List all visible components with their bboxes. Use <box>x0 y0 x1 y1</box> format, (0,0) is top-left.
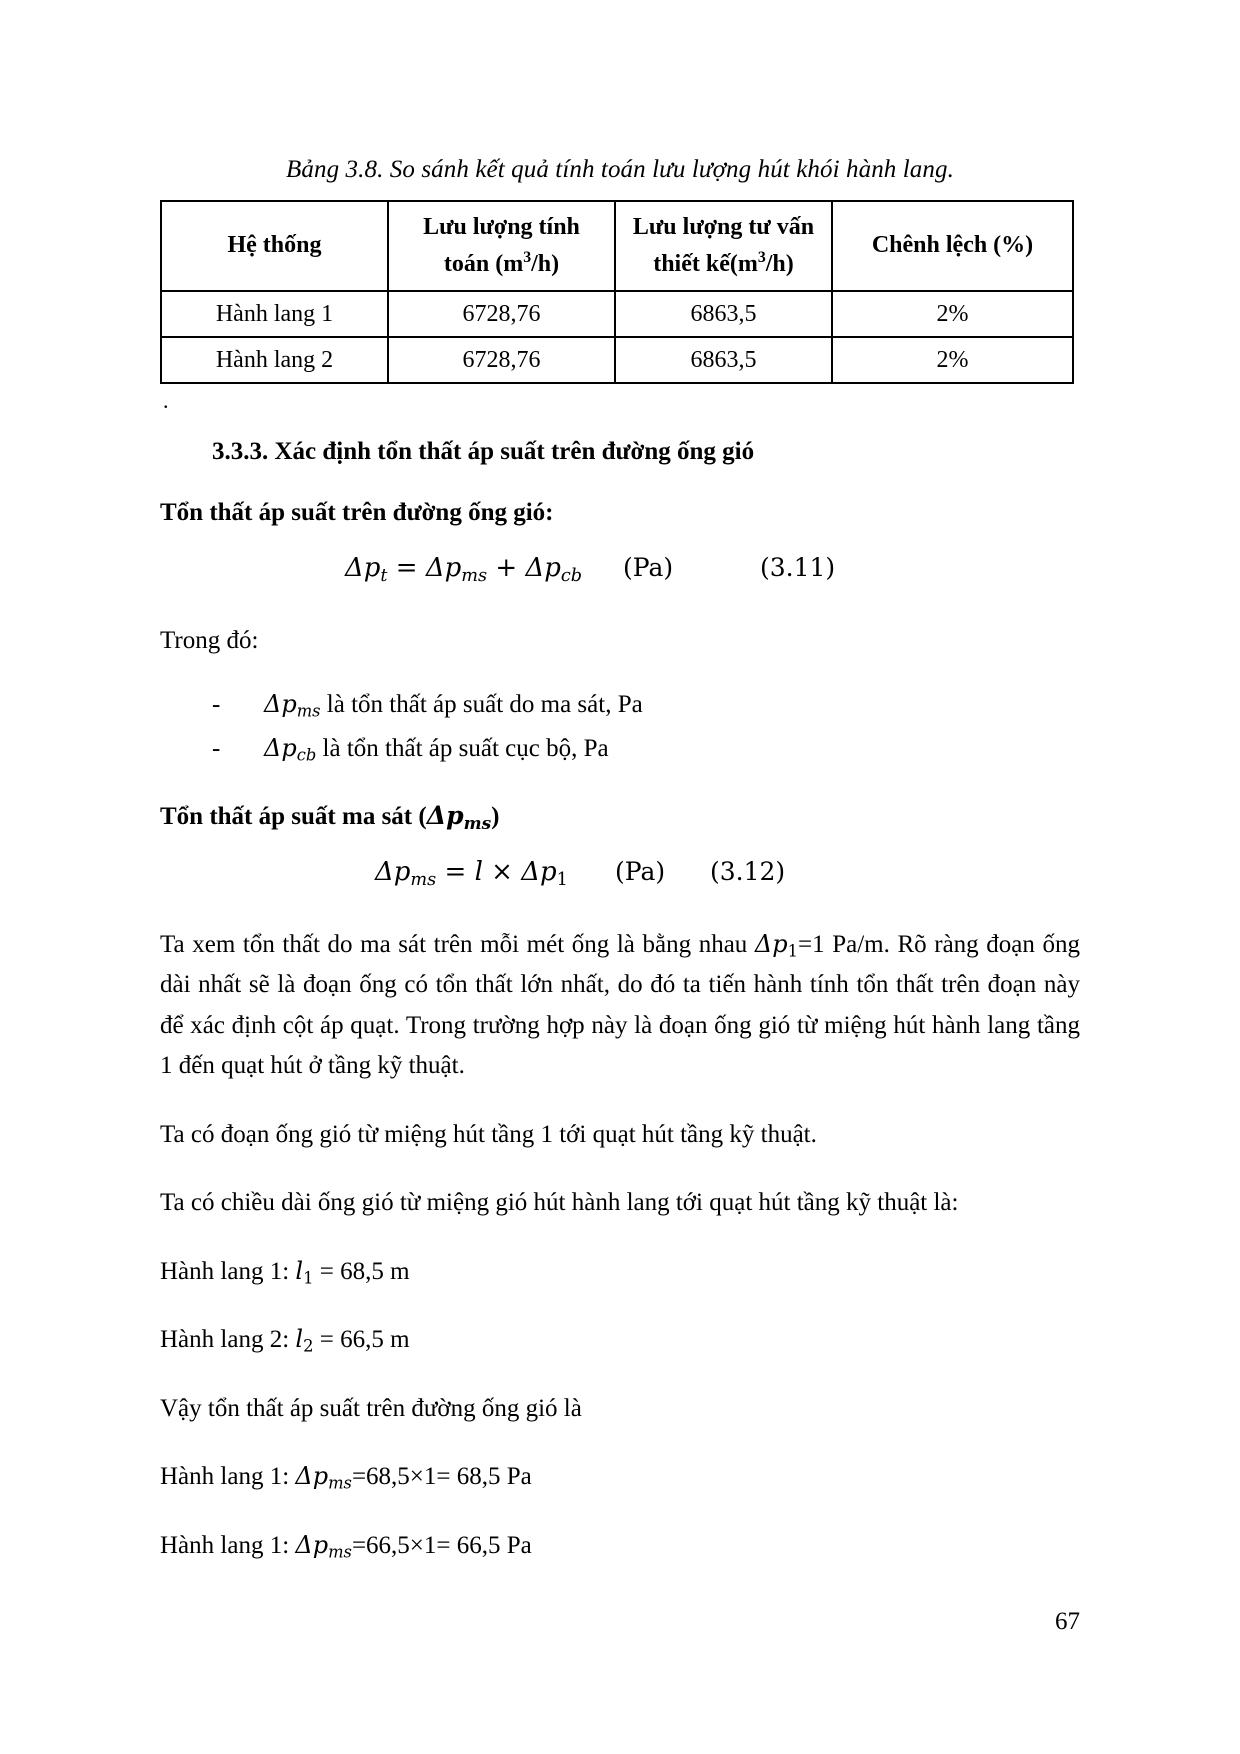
lead-2-post: ) <box>491 802 500 830</box>
table-body <box>161 291 1073 383</box>
symbol-base: Δp <box>264 733 297 762</box>
cell-chenh-lech: 2% <box>832 291 1073 337</box>
cell-chenh-lech: 2% <box>832 337 1073 383</box>
eq-term-2-sub: cb <box>560 565 583 586</box>
header-line-2 <box>622 246 825 283</box>
definition-list <box>160 683 1080 771</box>
paragraph-p2 <box>160 1115 1080 1156</box>
equation-3-12-number: (3.12) <box>710 856 786 886</box>
inline-math-symbol <box>754 929 799 961</box>
column-header-luu-luong-tu-van <box>615 201 832 291</box>
text-run: Hành lang 1: <box>160 1463 296 1490</box>
page-number: 67 <box>1055 1608 1080 1635</box>
symbol-sub: ms <box>328 1473 352 1493</box>
table-caption: Bảng 3.8. So sánh kết quả tính toán lưu lượng hút khói hành lang. <box>286 156 954 183</box>
symbol-delta-p-ms <box>264 690 321 721</box>
header-text: Hệ thống <box>227 232 322 259</box>
equation-3-11-number: (3.11) <box>760 552 836 582</box>
header-line-2-post: /h) <box>531 251 560 277</box>
symbol-base: l <box>295 1256 304 1285</box>
paragraph-trong-do: Trong đó: <box>160 626 259 654</box>
lead-paragraph-pressure-loss: Tổn thất áp suất trên đường ống gió: <box>160 498 554 526</box>
symbol-delta-p-ms-inline <box>426 800 492 834</box>
symbol-base: Δp <box>754 929 788 958</box>
text-run: Hành lang 1: <box>160 1531 296 1559</box>
paragraph-p5 <box>160 1320 1080 1361</box>
equation-3-12-expression <box>375 856 568 890</box>
symbol-base: Δp <box>295 1530 329 1559</box>
text-run: Ta có chiều dài ống gió từ miệng gió hút hành lang tới quạt hút tầng kỹ thuật là: <box>160 1189 959 1216</box>
text-run: = 68,5 m <box>313 1257 410 1285</box>
symbol-sub: ms <box>463 813 492 834</box>
paragraph-p6 <box>160 1389 1080 1430</box>
list-item <box>212 683 1080 727</box>
paragraph-p7 <box>160 1457 1080 1498</box>
text-run: =1 Pa/m. Rõ ràng đoạn ống dài nhất sẽ là đoạn ống có tổn thất lớn nhất, do đó ta tiến hành tính tổn thất trên đoạn này để xác định cột áp quạt. Trong trường hợp này là đoạn ống gió từ miệng hút hành lang tầng 1 đến quạt hút ở tầng kỹ thuật. <box>160 930 1080 1079</box>
paragraph-p3 <box>160 1183 1080 1224</box>
text-run: Ta xem tổn thất do ma sát trên mỗi mét ống là bằng nhau <box>160 930 755 958</box>
table-row <box>161 337 1073 383</box>
cell-he-thong: Hành lang 1 <box>161 291 388 337</box>
paragraph-p1 <box>160 925 1080 1087</box>
eq-lhs: Δp <box>375 856 411 887</box>
table-header-row <box>161 201 1073 291</box>
symbol-sub: 2 <box>303 1336 314 1356</box>
symbol-base: l <box>295 1325 304 1353</box>
symbol-sub: ms <box>296 701 321 721</box>
text-run: Ta có đoạn ống gió từ miệng hút tầng 1 tới quạt hút tầng kỹ thuật. <box>160 1120 817 1148</box>
header-line-2-pre: thiết kế(m <box>653 251 758 277</box>
cell-luu-luong-tinh-toan: 6728,76 <box>388 337 615 383</box>
eq-term-1-sub: ms <box>461 565 488 586</box>
inline-math-symbol <box>295 1530 352 1562</box>
equation-3-12-unit: (Pa) <box>615 856 666 886</box>
inline-math-symbol <box>295 1256 314 1288</box>
header-line-2 <box>395 246 608 283</box>
list-item-text: là tổn thất áp suất cục bộ, Pa <box>316 734 609 762</box>
eq-operator-equals: = <box>387 552 426 583</box>
eq-lhs-sub: t <box>380 565 388 586</box>
lead-paragraph-friction-loss <box>160 800 1080 834</box>
eq-lhs-sub: ms <box>410 869 437 890</box>
body-paragraphs <box>160 925 1080 1567</box>
equation-3-11-unit: (Pa) <box>623 552 674 582</box>
comparison-table <box>160 200 1074 384</box>
eq-term-2: Δp <box>521 856 557 887</box>
header-line-2-post: /h) <box>765 251 794 277</box>
equation-3-12 <box>160 857 1080 897</box>
exponent-3: 3 <box>523 249 532 266</box>
cell-luu-luong-tinh-toan: 6728,76 <box>388 291 615 337</box>
text-run: =68,5×1= 68,5 Pa <box>351 1463 532 1490</box>
cell-he-thong: Hành lang 2 <box>161 337 388 383</box>
symbol-delta-p-cb <box>264 733 317 765</box>
section-heading-333: 3.3.3. Xác định tổn thất áp suất trên đường ống gió <box>212 438 755 465</box>
symbol-sub: ms <box>328 1542 352 1562</box>
text-run: Vậy tổn thất áp suất trên đường ống gió là <box>160 1394 582 1422</box>
eq-term-1: l <box>474 856 483 887</box>
inline-math-symbol <box>295 1462 352 1493</box>
text-run: Hành lang 1: <box>160 1257 296 1285</box>
equation-3-11 <box>160 553 1080 593</box>
header-line-2-pre: toán (m <box>443 251 524 277</box>
symbol-base: Δp <box>264 690 297 718</box>
cell-luu-luong-tu-van: 6863,5 <box>615 291 832 337</box>
eq-lhs: Δp <box>345 552 381 583</box>
dash-bullet-icon: - <box>212 691 221 718</box>
symbol-base: Δp <box>426 800 464 830</box>
eq-operator-plus: + <box>487 552 526 583</box>
list-item <box>212 727 1080 771</box>
eq-operator-times: × <box>482 856 522 887</box>
column-header-he-thong <box>161 201 388 291</box>
eq-term-1: Δp <box>425 552 462 583</box>
text-run: = 66,5 m <box>313 1326 410 1353</box>
text-run: Hành lang 2: <box>160 1326 296 1353</box>
paragraph-p8 <box>160 1526 1080 1567</box>
header-text: Chênh lệch (%) <box>871 232 1034 259</box>
dash-bullet-icon: - <box>212 734 221 762</box>
cell-luu-luong-tu-van: 6863,5 <box>615 337 832 383</box>
symbol-sub: 1 <box>303 1268 314 1288</box>
paragraph-p4 <box>160 1252 1080 1293</box>
table-row <box>161 291 1073 337</box>
inline-math-symbol <box>295 1325 314 1356</box>
lead-2-pre: Tổn thất áp suất ma sát ( <box>160 802 427 830</box>
symbol-base: Δp <box>295 1462 329 1490</box>
header-line-1: Lưu lượng tính <box>423 213 580 240</box>
symbol-sub: cb <box>296 745 317 765</box>
list-item-text: là tổn thất áp suất do ma sát, Pa <box>320 691 643 718</box>
symbol-sub: 1 <box>787 941 799 961</box>
exponent-3: 3 <box>757 249 766 266</box>
eq-operator-equals: = <box>436 856 475 887</box>
column-header-chenh-lech <box>832 201 1073 291</box>
stray-period: . <box>163 388 169 413</box>
column-header-luu-luong-tinh-toan <box>388 201 615 291</box>
equation-3-11-expression <box>345 552 583 586</box>
eq-term-2-sub: 1 <box>556 869 568 890</box>
eq-term-2: Δp <box>525 552 561 583</box>
header-line-1: Lưu lượng tư vấn <box>632 213 815 240</box>
text-run: =66,5×1= 66,5 Pa <box>351 1531 532 1559</box>
